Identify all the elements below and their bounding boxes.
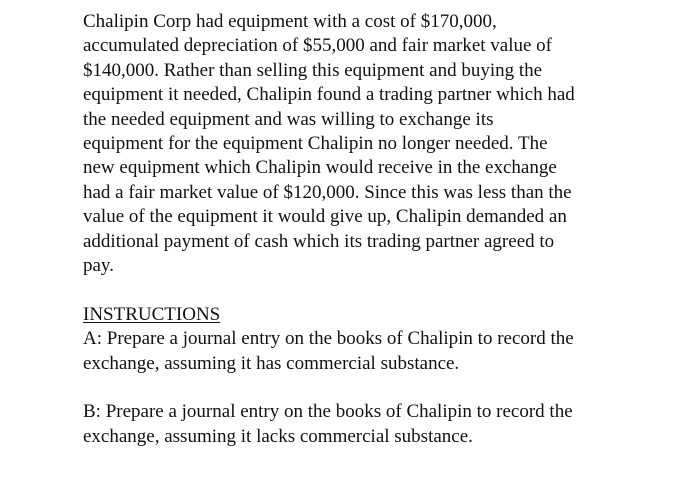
problem-line: pay. xyxy=(83,255,114,277)
problem-line: value of the equipment it would give up, Chalipin demanded an xyxy=(83,206,567,228)
instruction-part-b xyxy=(83,400,643,449)
problem-line: accumulated depreciation of $55,000 and fair market value of xyxy=(83,35,552,57)
instruction-a-line: exchange, assuming it has commercial substance. xyxy=(83,352,460,374)
instruction-b-line: exchange, assuming it lacks commercial substance. xyxy=(83,425,473,447)
problem-line: Chalipin Corp had equipment with a cost of $170,000, xyxy=(83,11,497,32)
instruction-b-line: B: Prepare a journal entry on the books of Chalipin to record the xyxy=(83,401,573,423)
problem-paragraph xyxy=(83,10,643,278)
problem-line: the needed equipment and was willing to exchange its xyxy=(83,108,494,130)
problem-line: additional payment of cash which its trading partner agreed to xyxy=(83,230,555,252)
problem-line: equipment it needed, Chalipin found a trading partner which had xyxy=(83,84,575,106)
instruction-a-line: A: Prepare a journal entry on the books of Chalipin to record the xyxy=(83,328,574,350)
paragraph-spacer xyxy=(83,278,643,302)
problem-line: equipment for the equipment Chalipin no longer needed. The xyxy=(83,133,548,155)
problem-line: new equipment which Chalipin would receive in the exchange xyxy=(83,157,557,179)
document-body xyxy=(83,10,643,449)
paragraph-spacer xyxy=(83,376,643,400)
problem-line: $140,000. Rather than selling this equipment and buying the xyxy=(83,59,543,81)
instruction-part-a xyxy=(83,327,643,376)
problem-line: had a fair market value of $120,000. Since this was less than the xyxy=(83,181,572,203)
instructions-heading: INSTRUCTIONS xyxy=(83,303,221,325)
